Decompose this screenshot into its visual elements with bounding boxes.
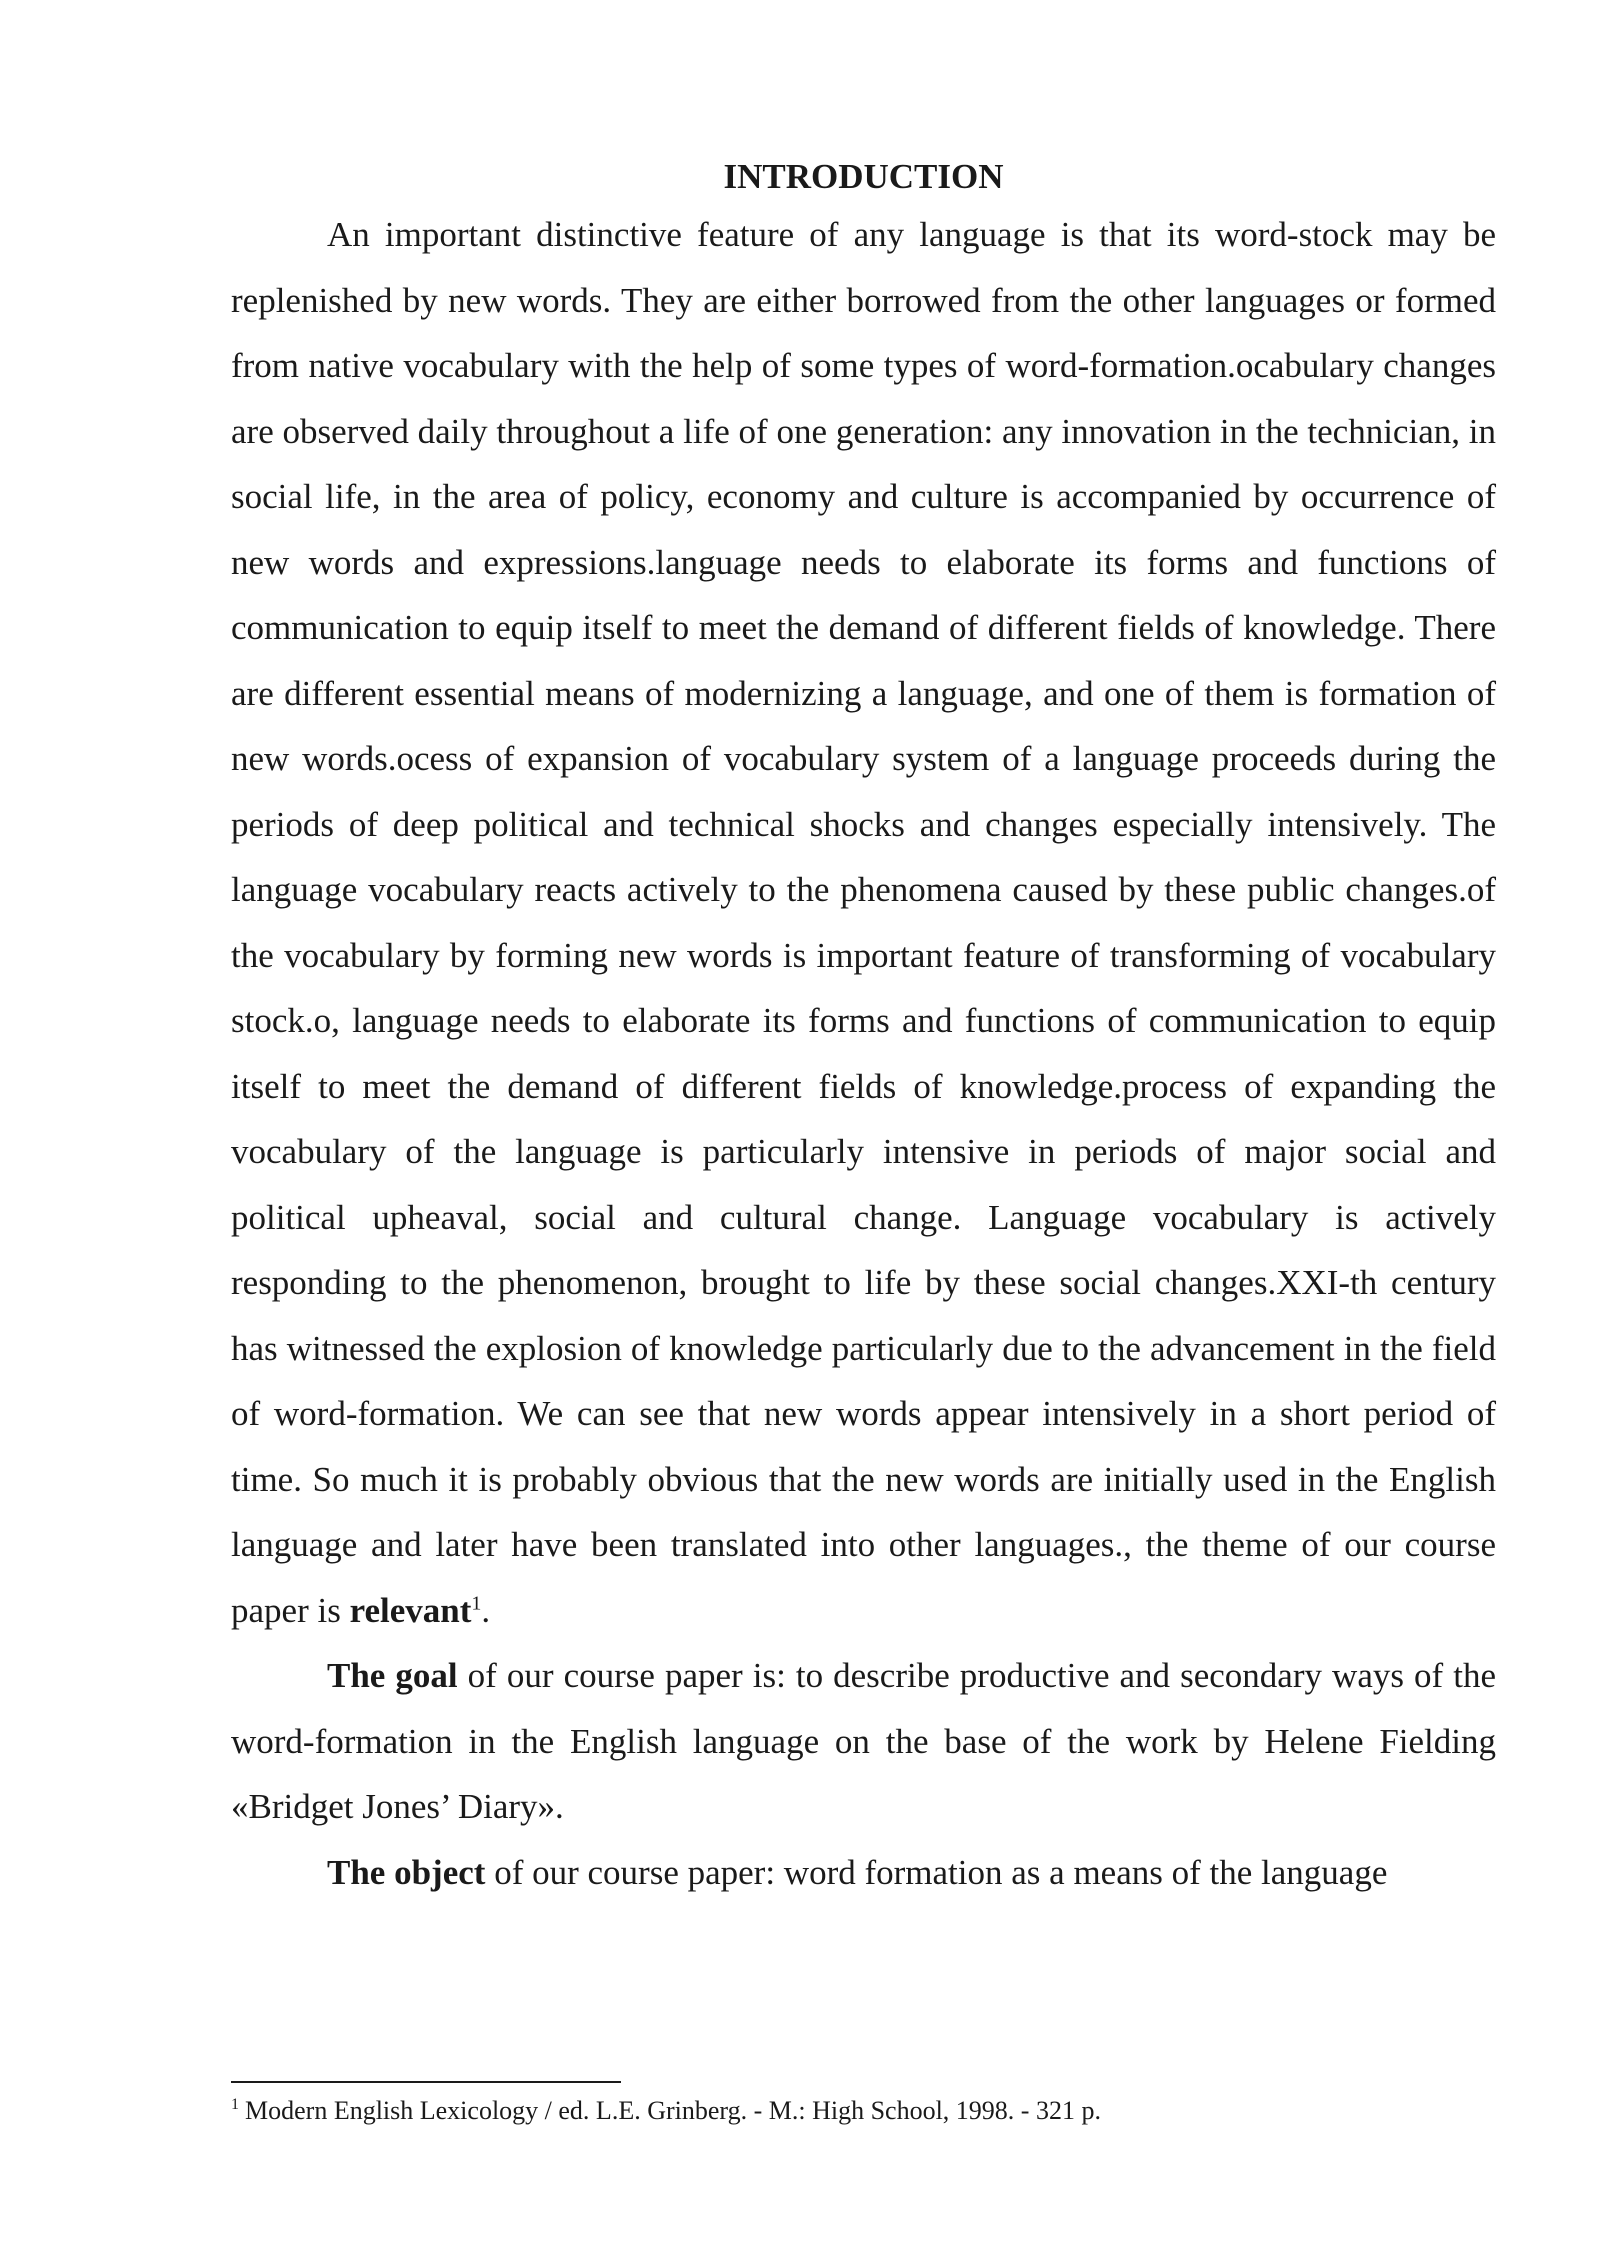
object-label: The object [327, 1852, 486, 1892]
intro-text: An important distinctive feature of any language is that its word-stock may be replenished by new words. They are either borrowed from the other languages or formed from native vocabulary with the help of some types of word-formation.ocabulary changes are observed daily throughout a life of one generation: any innovation in the technician, in social life, in the area of policy, economy and culture is accompanied by occurrence of new words and expressions.language needs to elaborate its forms and functions of communication to equip itself to meet the demand of different fields of knowledge. There are different essential means of modernizing a language, and one of them is formation of new words.ocess of expansion of vocabulary system of a language proceeds during the periods of deep political and technical shocks and changes especially intensively. The language vocabulary reacts actively to the phenomena caused by these public changes.of the vocabulary by forming new words is important feature of transforming of vocabulary stock.o, language needs to elaborate its forms and functions of communication to equip itself to meet the demand of different fields of knowledge.process of expanding the vocabulary of the language is particularly intensive in periods of major social and political upheaval, social and cultural change. Language vocabulary is actively responding to the phenomenon, brought to life by these social changes.XXI-th century has witnessed the explosion of knowledge particularly due to the advancement in the field of word-formation. We can see that new words appear intensively in a short period of time. So much it is probably obvious that the new words are initially used in the English language and later have been translated into other languages., the theme of our course paper is [231, 215, 1496, 1630]
footnote-reference[interactable]: 1 [471, 1591, 482, 1614]
goal-paragraph [231, 1643, 1496, 1840]
footnote [231, 2093, 1496, 2129]
section-heading: INTRODUCTION [723, 157, 1004, 196]
intro-paragraph [231, 202, 1496, 1643]
goal-text: of our course paper is: to describe productive and secondary ways of the word-formation in the English language on the base of the work by Helene Fielding «Bridget Jones’ Diary». [231, 1656, 1496, 1826]
footnote-text: Modern English Lexicology / ed. L.E. Grinberg. - M.: High School, 1998. - 321 p. [245, 2096, 1101, 2125]
page-body [231, 152, 1496, 1905]
intro-end: . [481, 1590, 491, 1630]
object-paragraph [231, 1840, 1496, 1906]
footnote-divider [231, 2081, 621, 2083]
goal-label: The goal [327, 1656, 458, 1695]
relevant-term: relevant [349, 1590, 472, 1630]
footnote-marker: 1 [231, 2096, 239, 2114]
object-text: of our course paper: word formation as a means of the language [485, 1852, 1388, 1892]
